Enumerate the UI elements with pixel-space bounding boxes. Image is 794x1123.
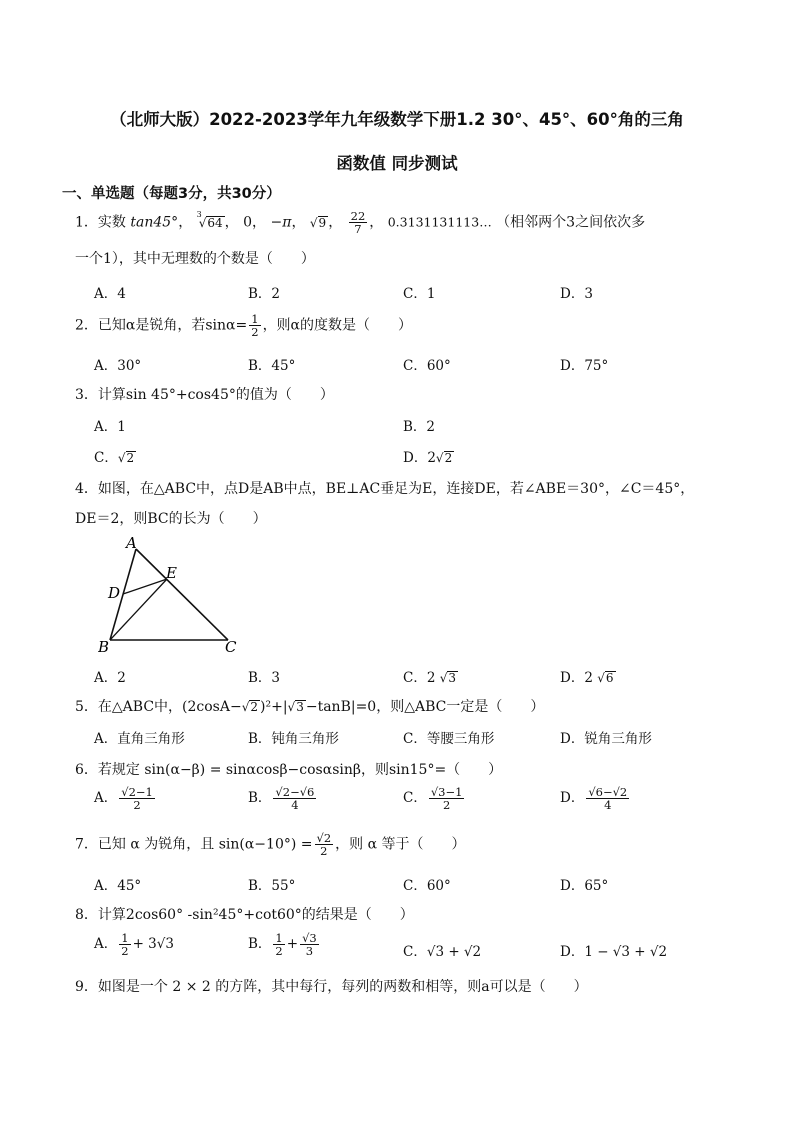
doc-title-line2: 函数值 同步测试 [336,154,458,173]
label-c: C [225,638,237,656]
q4-option-d[interactable]: D．2 √6 [560,670,614,686]
q6-option-a[interactable]: A． $\frac{√2-1}{2}$ [94,785,153,813]
question-3: 3．计算sin 45°+cos45°的值为（ ） [75,387,334,403]
label-b: B [98,638,110,656]
q4-option-b[interactable]: B．3 [248,670,281,686]
q1-option-d[interactable]: D．3 [560,286,593,302]
triangle-figure [98,532,248,657]
q6-option-d[interactable]: D． $\frac{√6-√2}{4}$ [560,785,628,813]
question-5: 5．在△ABC中，(2cosA−√2 )²+|√3 −tanB|=0，则△ABC一定是（ ） [75,699,545,715]
q3-option-d[interactable]: D．2√2 [403,450,453,466]
doc-title-line1: （北师大版）2022-2023学年九年级数学下册1.2 30°、45°、60°角的三角 [110,110,684,129]
q2-option-c[interactable]: C．60° [403,358,451,374]
label-d: D [108,584,121,602]
question-6: 6．若规定 sin(α−β) = sinαcosβ−cosαsinβ，则sin15°=（ ） [75,762,503,778]
question-1-line2: 一个1），其中无理数的个数是（ ） [75,251,315,267]
q3-option-b[interactable]: B．2 [403,419,436,435]
q5-option-a[interactable]: A．直角三角形 [94,731,185,747]
q7-option-d[interactable]: D．65° [560,878,609,894]
section-heading: 一、单选题（每题3分，共30分） [62,186,281,202]
q7-option-a[interactable]: A．45° [94,878,142,894]
q1-option-c[interactable]: C．1 [403,286,436,302]
q1-option-a[interactable]: A．4 [94,286,126,302]
question-2: 2．已知α是锐角，若sinα= $\frac{1}{2}$ ，则α的度数是（ ） [75,312,413,340]
question-1: 1．实数 tan45°， $^3$√64 ， 0， −π， √9 ， $\frac{22}{7}$ ， 0.3131131113… （相邻两个3之间依次多 [75,209,646,237]
q2-option-b[interactable]: B．45° [248,358,296,374]
q7-option-b[interactable]: B．55° [248,878,296,894]
q1-option-b[interactable]: B．2 [248,286,281,302]
q7-option-c[interactable]: C．60° [403,878,451,894]
q4-option-a[interactable]: A．2 [94,670,126,686]
label-a: A [126,534,137,552]
question-8: 8．计算2cos60° -sin²45°+cot60°的结果是（ ） [75,907,414,923]
q5-option-b[interactable]: B．钝角三角形 [248,731,339,747]
q3-option-a[interactable]: A．1 [94,419,126,435]
q3-option-c[interactable]: C．√2 [94,450,135,466]
q2-option-d[interactable]: D．75° [560,358,609,374]
label-e: E [166,564,177,582]
q2-option-a[interactable]: A．30° [94,358,142,374]
question-9: 9．如图是一个 2 × 2 的方阵，其中每行，每列的两数和相等，则a可以是（ ） [75,979,588,995]
question-4-line1: 4．如图，在△ABC中，点D是AB中点，BE⊥AC垂足为E，连接DE，若∠ABE＝30°，∠C＝45°， [75,481,695,497]
q5-option-c[interactable]: C．等腰三角形 [403,731,495,747]
q6-option-c[interactable]: C． $\frac{√3-1}{2}$ [403,785,463,813]
q8-option-a[interactable]: A． $\frac{1}{2}$ + 3√3 [94,931,174,959]
q4-option-c[interactable]: C．2 √3 [403,670,457,686]
question-7: 7．已知 α 为锐角，且 sin(α−10°) = $\frac{√2}{2}$ ，则 α 等于（ ） [75,831,466,859]
q8-option-c[interactable]: C．√3 + √2 [403,944,482,960]
q8-option-b[interactable]: B． $\frac{1}{2}$ + $\frac{√3}{3}$ [248,931,317,959]
question-4-line2: DE＝2，则BC的长为（ ） [75,511,267,527]
q6-option-b[interactable]: B． $\frac{√2-√6}{4}$ [248,785,315,813]
q8-option-d[interactable]: D．1 − √3 + √2 [560,944,668,960]
q5-option-d[interactable]: D．锐角三角形 [560,731,652,747]
